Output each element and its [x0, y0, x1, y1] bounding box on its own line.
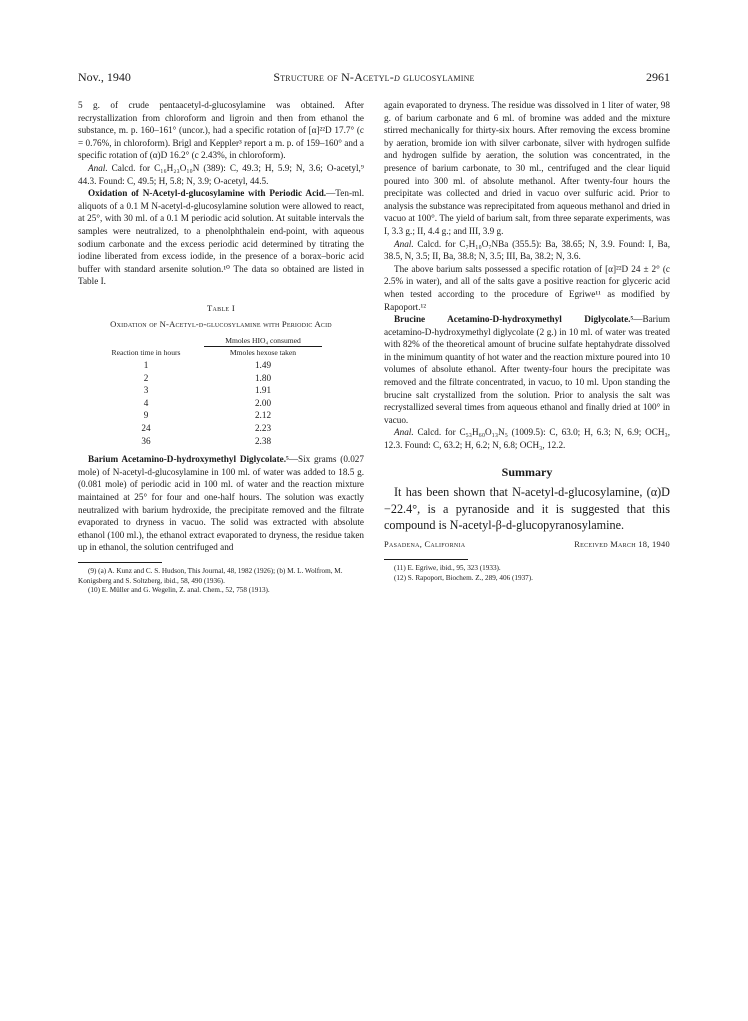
rotation-paragraph: The above barium salts possessed a specific rotation of [α]²²D 24 ± 2° (c 2.5% in water), and all of the salts gave a positive reaction for glyceric acid when tested according to the procedure of Egriwe¹¹ as modified by Rapoport.¹²	[384, 263, 670, 312]
ratio-cell: 1.80	[254, 372, 272, 383]
table-row	[106, 422, 322, 435]
table-row	[106, 409, 322, 422]
summary-heading: Summary	[501, 464, 553, 479]
footnote-divider	[384, 559, 468, 560]
left-column	[78, 99, 364, 596]
ratio-cell: 2.23	[254, 422, 272, 433]
footnote-11: (11) E. Egriwe, ibid., 95, 323 (1933).	[394, 564, 501, 573]
summary-text: It has been shown that N-acetyl-d-glucosylamine, (α)D −22.4°, is a pyranoside and it is suggested that this compound is N-acetyl-β-d-glucopyranosylamine.	[384, 485, 670, 533]
oxidation-table	[106, 336, 322, 447]
reaction-time-cell: 3	[143, 385, 149, 396]
column-header-time: Reaction time in hours	[111, 348, 181, 357]
reaction-time-cell: 9	[143, 410, 149, 421]
reaction-time-cell: 36	[141, 435, 151, 446]
running-header	[78, 70, 670, 86]
reaction-time-cell: 1	[143, 360, 149, 370]
ratio-cell: 2.12	[254, 410, 272, 421]
paragraph: 5 g. of crude pentaacetyl-d-glucosylamine was obtained. After recrystallization from chloroform and ligroin and then from ethanol the substance, m. p. 160–161° (uncor.), had a specific rotation of [α]²²D 17.7° (c = 0.76%, in chloroform). Brigl and Keppler³ report a m. p. of 159–160° and a specific rotation of (α)D 16.2° (c 2.43%, in chloroform).	[78, 100, 364, 161]
ratio-cell: 1.91	[254, 385, 272, 396]
table-title: Table I	[206, 302, 236, 313]
column-header-ratio: Mmoles HIO₄ consumed Mmoles hexose taken	[204, 336, 322, 359]
reaction-time-cell: 4	[143, 397, 149, 408]
header-date: Nov., 1940	[78, 70, 131, 84]
header-title: Structure of N-Acetyl-d glucosylamine	[273, 70, 475, 84]
paragraph: again evaporated to dryness. The residue was dissolved in 1 liter of water, 98 g. of barium carbonate and 6 ml. of bromine was added and the mixture stirred mechanically for thirty-six hours. After removing the excess bromine by aeration, bromide ion with silver carbonate, silver with hydrogen sulfide and hydrogen sulfide by aeration, the solution was concentrated, in the presence of barium carbonate, to 30 ml., centrifuged and the clear liquid poured into 300 ml. of absolute methanol. After twenty-four hours the precipitate was collected and dried in vacuo over sulfuric acid. Prior to analysis the substance was reprecipitated from aqueous methanol and dried in vacuo at 100°. The yield of barium salt, from three separate experiments, was I, 3.3 g.; II, 4.4 g.; and III, 3.9 g.	[384, 100, 670, 236]
reaction-time-cell: 2	[143, 372, 149, 383]
analysis-paragraph: Anal. Calcd. for C₇H₁₀O₇NBa (355.5): Ba, 38.65; N, 3.9. Found: I, Ba, 38.5, N, 3.5; II, Ba, 38.8; N, 3.5; III, Ba, 38.2; N, 3.6.	[384, 238, 670, 262]
table-row	[106, 435, 322, 448]
reaction-time-cell: 24	[141, 422, 151, 433]
analysis-paragraph: Anal. Calcd. for C₁₆H₂₃O₁₀N (389): C, 49.3; H, 5.9; N, 3.6; O-acetyl,⁹ 44.3. Found: C, 49.5; H, 5.8; N, 3.9; O-acetyl, 44.5.	[78, 162, 364, 186]
table-row	[106, 372, 322, 385]
footnote-10: (10) E. Müller and G. Wegelin, Z. anal. Chem., 52, 758 (1913).	[88, 586, 270, 595]
table-row	[106, 397, 322, 410]
signature-line	[384, 539, 670, 551]
analysis-paragraph: Anal. Calcd. for C₅₃H₆₀O₁₃N₅ (1009.5): C, 63.0; H, 6.3; N, 6.9; OCH₃, 12.3. Found: C, 63.2; H, 6.2; N, 6.8; OCH₃, 12.2.	[384, 427, 670, 451]
affiliation-place: Pasadena, California	[384, 540, 466, 550]
table-row	[106, 384, 322, 397]
footnote-12: (12) S. Rapoport, Biochem. Z., 289, 406 (1937).	[394, 574, 533, 583]
oxidation-paragraph: Oxidation of N-Acetyl-d-glucosylamine with Periodic Acid.—Ten-ml. aliquots of a 0.1 M N-acetyl-d-glucosylamine solution were allowed to react, at 25°, with 30 ml. of a 0.1 M periodic acid solution. At suitable intervals the samples were neutralized, to a phenolphthalein end-point, with aqueous sodium carbonate and the excess periodic acid determined by titrating the iodine liberated from excess iodide, in the presence of a borax–boric acid buffer with standard arsenite solution.¹⁰ The data so obtained are listed in Table I.	[78, 188, 364, 287]
ratio-cell: 2.38	[254, 435, 272, 446]
footnote-divider	[78, 562, 162, 563]
brucine-paragraph: Brucine Acetamino-D-hydroxymethyl Diglycolate.⁵—Barium acetamino-D-hydroxymethyl diglycolate (2 g.) in 10 ml. of water was treated with 82% of the theoretical amount of brucine sulfate heptahydrate dissolved in the minimum quantity of hot water and the reaction mixture poured into 10 volumes of absolute ethanol. After twenty-four hours the precipitate was removed and the filtrate concentrated, in vacuo, to 10 ml. Upon standing the brucine salt crystallized from the solution. Prior to analysis the salt was recrystallized several times from aqueous ethanol and finally dried at 100° in vacuo.	[384, 314, 670, 425]
table-caption: Oxidation of N-Acetyl-d-glucosylamine with Periodic Acid	[110, 318, 332, 329]
right-column	[384, 99, 670, 584]
received-date: Received March 18, 1940	[574, 540, 670, 550]
ratio-cell: 2.00	[254, 397, 272, 408]
table-row	[106, 359, 322, 372]
footnote-9: (9) (a) A. Kunz and C. S. Hudson, This Journal, 48, 1982 (1926); (b) M. L. Wolfrom, M. Konigsberg and S. Soltzberg, ibid., 58, 490 (1936).	[78, 566, 343, 585]
ratio-cell: 1.49	[254, 360, 272, 370]
page-number: 2961	[646, 70, 670, 84]
barium-paragraph: Barium Acetamino-D-hydroxymethyl Diglycolate.⁵—Six grams (0.027 mole) of N-acetyl-d-glucosylamine in 100 ml. of water was added to 18.5 g. (0.081 mole) of periodic acid in 100 ml. of water and the reaction mixture maintained at 25° for four and one-half hours. The solution was exactly neutralized with barium hydroxide, the precipitate removed and the filtrate evaporated to dryness in vacuo. The solid was extracted with absolute ethanol (100 ml.), the ethanol extract evaporated to dryness, the residue taken up in ethanol, the solution centrifuged and	[78, 454, 364, 553]
